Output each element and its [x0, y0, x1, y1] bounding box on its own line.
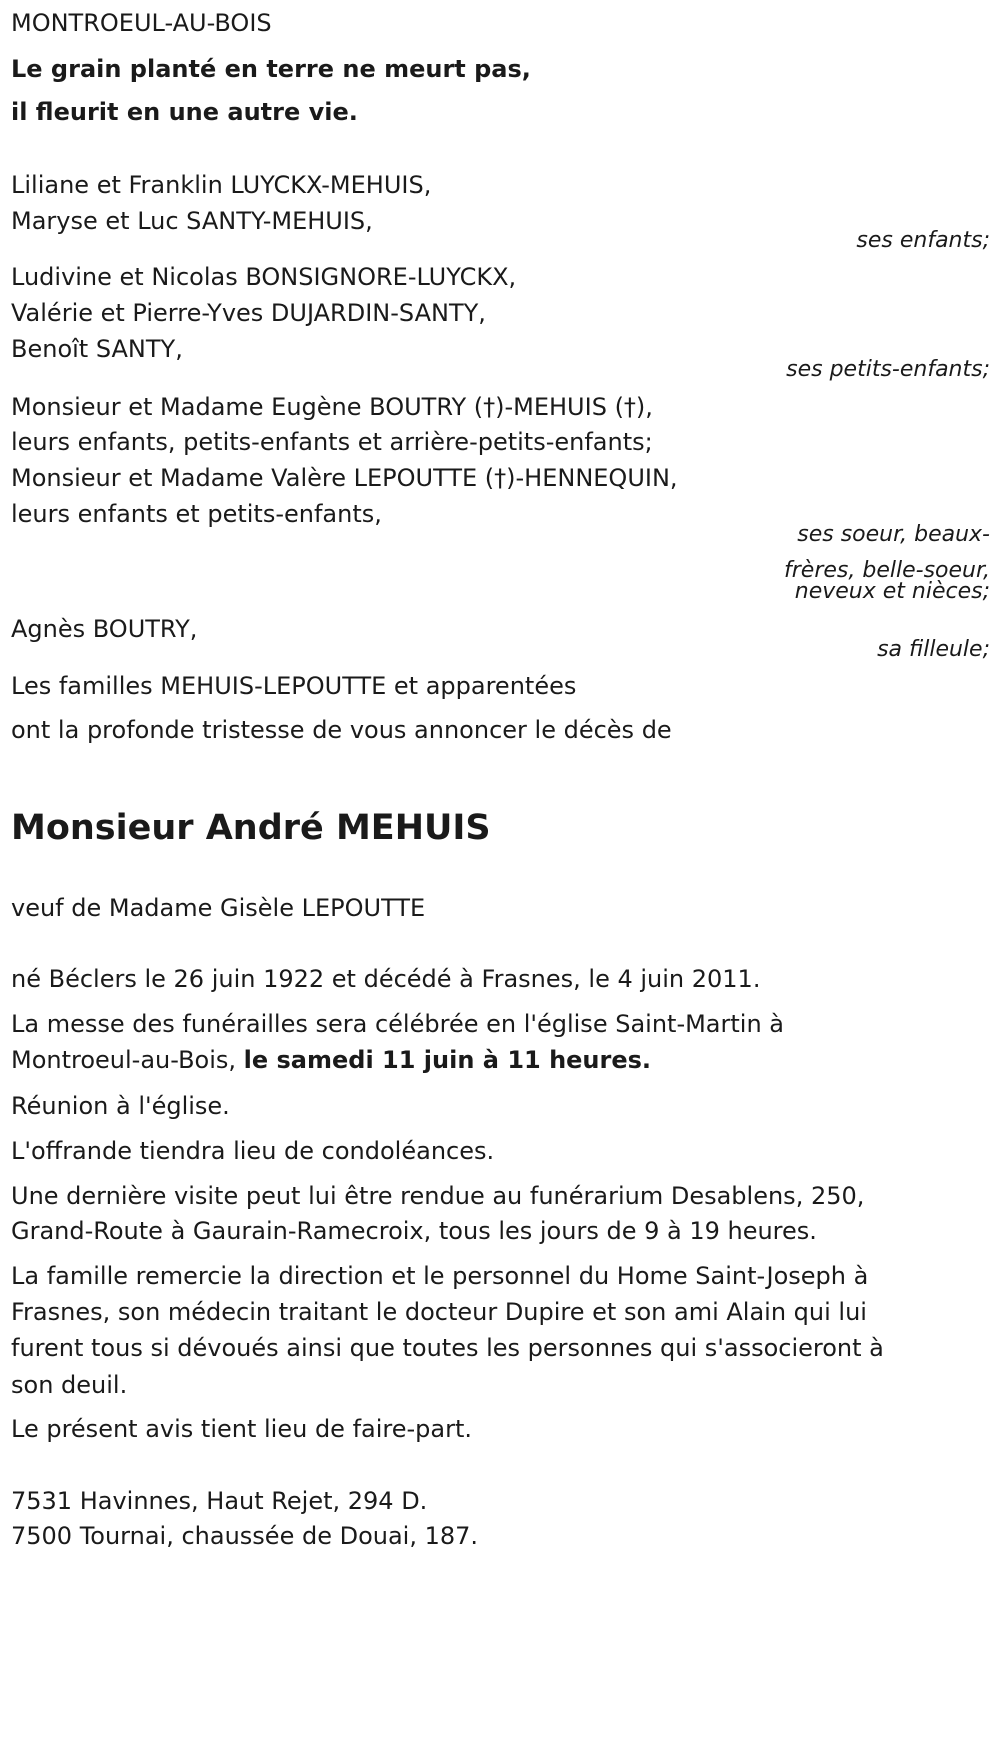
birth-death-line: né Béclers le 26 juin 1922 et décédé à Frasnes, le 4 juin 2011. [11, 965, 761, 993]
children-role: ses enfants; [856, 228, 990, 253]
meeting-line: Réunion à l'église. [11, 1092, 230, 1120]
mass-line-1: La messe des funérailles sera célébrée en l'église Saint-Martin à [11, 1010, 785, 1038]
thanks-line-2: Frasnes, son médecin traitant le docteur Dupire et son ami Alain qui lui [11, 1298, 867, 1326]
address-line-1: 7531 Havinnes, Haut Rejet, 294 D. [11, 1487, 428, 1515]
grandchildren-line-3: Benoît SANTY, [11, 335, 183, 363]
grandchildren-role: ses petits-enfants; [786, 357, 990, 382]
deceased-name: Monsieur André MEHUIS [11, 808, 491, 848]
siblings-role-line-2: frères, belle-soeur, [784, 558, 990, 583]
notice-line: Le présent avis tient lieu de faire-part. [11, 1415, 473, 1443]
place-heading: MONTROEUL-AU-BOIS [11, 9, 272, 37]
grandchildren-line-2: Valérie et Pierre-Yves DUJARDIN-SANTY, [11, 299, 486, 327]
thanks-line-4: son deuil. [11, 1371, 128, 1399]
siblings-line-1: Monsieur et Madame Eugène BOUTRY (†)-MEHUIS (†), [11, 393, 653, 421]
siblings-line-2: leurs enfants, petits-enfants et arrière-petits-enfants; [11, 428, 653, 456]
widower-line: veuf de Madame Gisèle LEPOUTTE [11, 894, 426, 922]
grandchildren-line-1: Ludivine et Nicolas BONSIGNORE-LUYCKX, [11, 263, 517, 291]
goddaughter-role: sa filleule; [877, 637, 990, 662]
families-line: Les familles MEHUIS-LEPOUTTE et apparentées [11, 672, 577, 700]
siblings-role-line-3: neveux et nièces; [794, 579, 990, 604]
siblings-line-4: leurs enfants et petits-enfants, [11, 500, 382, 528]
children-line-2: Maryse et Luc SANTY-MEHUIS, [11, 207, 373, 235]
visit-line-2: Grand-Route à Gaurain-Ramecroix, tous les jours de 9 à 19 heures. [11, 1217, 817, 1245]
address-line-2: 7500 Tournai, chaussée de Douai, 187. [11, 1522, 479, 1550]
quote-line-2: il fleurit en une autre vie. [11, 98, 358, 126]
quote-line-1: Le grain planté en terre ne meurt pas, [11, 55, 531, 83]
offering-line: L'offrande tiendra lieu de condoléances. [11, 1137, 495, 1165]
children-line-1: Liliane et Franklin LUYCKX-MEHUIS, [11, 171, 432, 199]
goddaughter-name: Agnès BOUTRY, [11, 615, 198, 643]
announcement-intro: ont la profonde tristesse de vous annoncer le décès de [11, 716, 672, 744]
siblings-line-3: Monsieur et Madame Valère LEPOUTTE (†)-HENNEQUIN, [11, 464, 678, 492]
visit-line-1: Une dernière visite peut lui être rendue au funérarium Desablens, 250, [11, 1182, 865, 1210]
thanks-line-1: La famille remercie la direction et le personnel du Home Saint-Joseph à [11, 1262, 869, 1290]
mass-line-2 [11, 1045, 651, 1075]
siblings-role-line-1: ses soeur, beaux- [797, 522, 990, 547]
mass-place: Montroeul-au-Bois, [11, 1046, 244, 1074]
mass-date-time: le samedi 11 juin à 11 heures. [243, 1046, 652, 1074]
thanks-line-3: furent tous si dévoués ainsi que toutes les personnes qui s'associeront à [11, 1334, 884, 1362]
